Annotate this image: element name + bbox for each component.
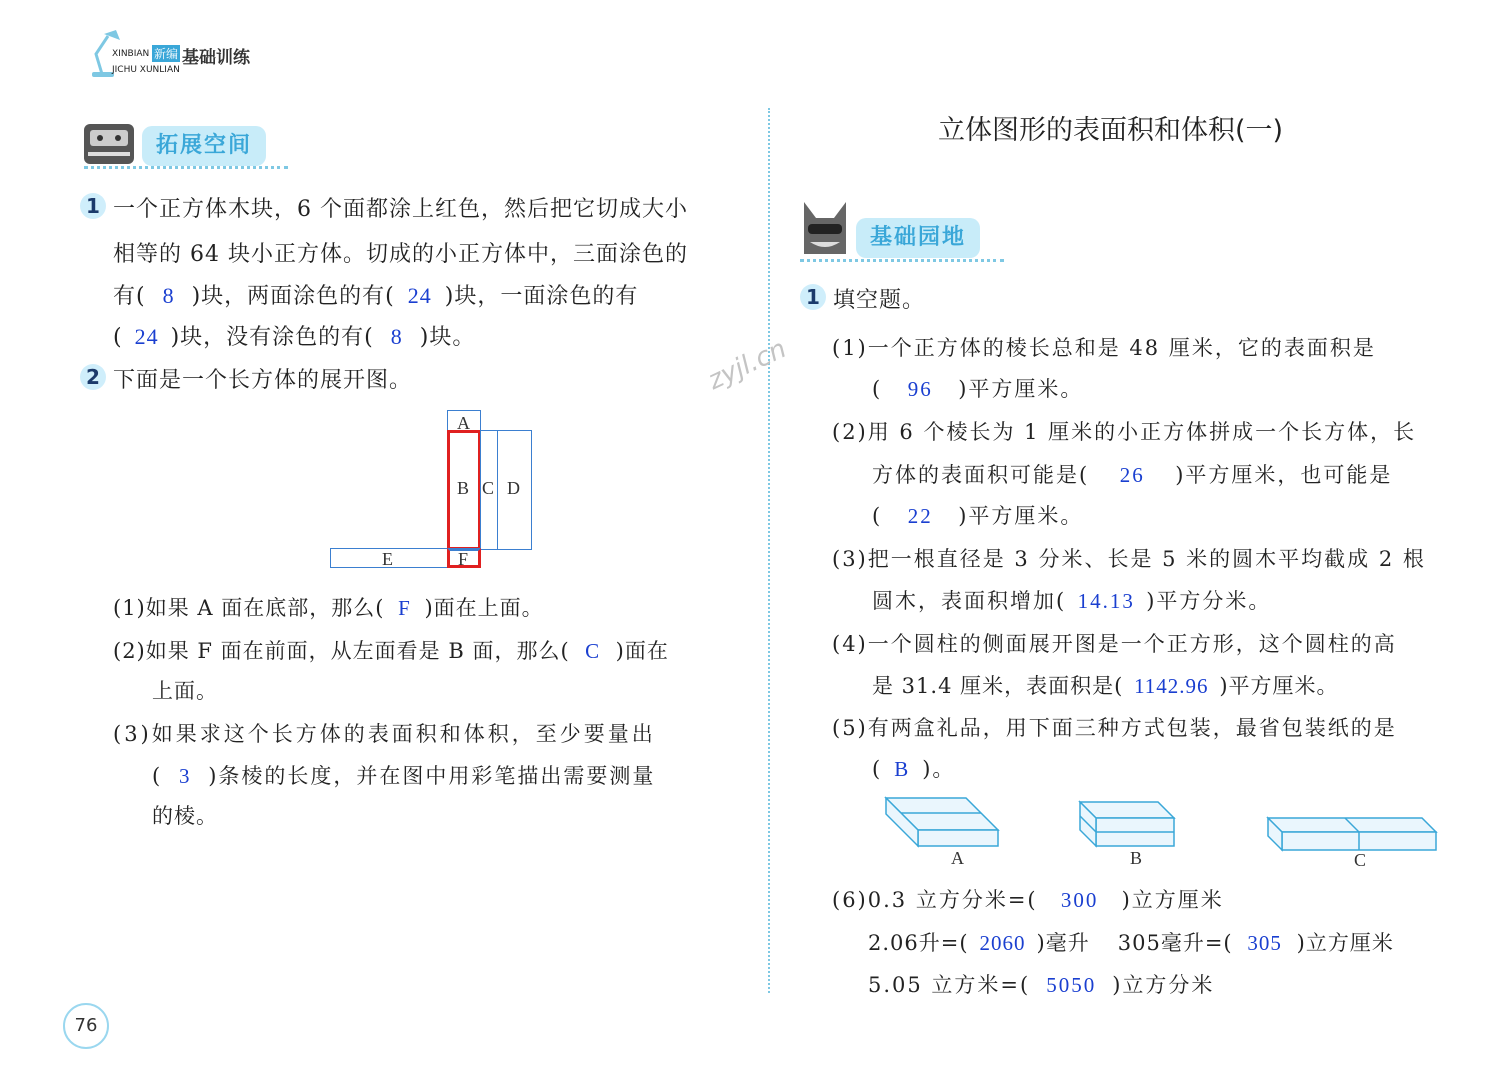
cuboid-net-diagram: [330, 410, 535, 570]
q1-line2: 相等的 64 块小正方体。切成的小正方体中，三面涂色的: [113, 242, 688, 267]
rq1-sub3-cont: 圆木，表面积增加( 14.13 )平方分米。: [872, 589, 1272, 613]
question-number: 2: [80, 364, 106, 390]
answer: 3: [178, 764, 192, 788]
answer: C: [585, 639, 601, 663]
answer: 305: [1247, 931, 1282, 955]
logo-badge: 新编: [154, 47, 179, 61]
watermark: zyjl.cn: [703, 333, 792, 397]
q2-title: 下面是一个长方体的展开图。: [113, 368, 413, 393]
answer: 14.13: [1077, 589, 1135, 613]
page-title: 立体图形的表面积和体积(一): [938, 115, 1284, 146]
rq1-sub5: (5)有两盒礼品，用下面三种方式包装，最省包装纸的是: [832, 716, 1397, 740]
section-tag-basics: 基础园地: [856, 218, 980, 258]
rq1-title: 填空题。: [833, 288, 926, 313]
logo-en-top: XINBIAN: [112, 49, 150, 59]
q1-line4: ( 24 )块，没有涂色的有( 8 )块。: [113, 324, 476, 350]
answer: 24: [134, 324, 159, 349]
section-dots: [800, 259, 1004, 262]
face-label-c: C: [482, 478, 495, 498]
rq1-sub2-cont: 方体的表面积可能是( 26 )平方厘米，也可能是: [872, 463, 1393, 487]
q2-sub1: (1)如果 A 面在底部，那么( F )面在上面。: [113, 596, 544, 620]
answer: 8: [162, 283, 175, 308]
rq1-sub3: (3)把一根直径是 3 分米、长是 5 米的圆木平均截成 2 根: [832, 547, 1426, 571]
package-option-c: [1266, 816, 1440, 856]
rq1-sub4-cont: 是 31.4 厘米，表面积是( 1142.96 )平方厘米。: [872, 674, 1339, 698]
q2-sub2: (2)如果 F 面在前面，从左面看是 B 面，那么( C )面在: [113, 639, 669, 663]
package-label-a: A: [951, 848, 964, 868]
answer: 24: [407, 283, 432, 308]
package-option-a: [884, 796, 1004, 852]
column-divider: [768, 108, 770, 993]
rq1-sub1: (1)一个正方体的棱长总和是 48 厘米，它的表面积是: [832, 336, 1376, 360]
package-label-c: C: [1354, 850, 1367, 870]
answer: F: [398, 596, 411, 620]
package-option-b: [1078, 800, 1178, 852]
rq1-sub2-end: ( 22 )平方厘米。: [872, 504, 1084, 528]
q1-line3: 有( 8 )块，两面涂色的有( 24 )块，一面涂色的有: [113, 283, 639, 309]
section-tag-extension: 拓展空间: [142, 126, 266, 166]
q2-sub3-cont: ( 3 )条棱的长度，并在图中用彩笔描出需要测量: [152, 764, 656, 788]
page-number: 76: [63, 1003, 109, 1049]
rq1-sub1-cont: ( 96 )平方厘米。: [872, 377, 1084, 401]
q2-sub3: (3)如果求这个长方体的表面积和体积，至少要量出: [113, 722, 656, 746]
raccoon-mascot-icon: [796, 198, 854, 260]
answer: B: [894, 757, 911, 781]
q2-sub3-end: 的棱。: [152, 804, 218, 828]
rq1-sub5-cont: ( B )。: [872, 757, 956, 781]
package-label-b: B: [1130, 848, 1143, 868]
section-dots: [84, 166, 288, 169]
q2-sub2-cont: 上面。: [152, 679, 218, 703]
answer: 22: [907, 504, 933, 528]
scanner-robot-icon: [78, 118, 140, 168]
logo-title: 基础训练: [182, 48, 250, 68]
answer: 96: [907, 377, 933, 401]
rq1-sub6-line2: 2.06升=( 2060 )毫升 305毫升=( 305 )立方厘米: [868, 931, 1394, 955]
rq1-sub6-line3: 5.05 立方米=( 5050 )立方分米: [868, 973, 1215, 997]
answer: 2060: [979, 931, 1026, 955]
face-label-d: D: [507, 478, 520, 498]
answer: 300: [1060, 888, 1099, 912]
brand-logo: [86, 28, 266, 80]
answer: 8: [390, 324, 403, 349]
face-label-e: E: [382, 549, 393, 569]
rq1-sub6: (6)0.3 立方分米=( 300 )立方厘米: [832, 888, 1224, 912]
q1-line1: 一个正方体木块，6 个面都涂上红色，然后把它切成大小: [113, 197, 688, 222]
logo-en-bottom: JICHU XUNLIAN: [112, 65, 180, 75]
question-number: 1: [80, 193, 106, 219]
question-number: 1: [800, 284, 826, 310]
answer: 1142.96: [1134, 674, 1209, 698]
rq1-sub4: (4)一个圆柱的侧面展开图是一个正方形，这个圆柱的高: [832, 632, 1397, 656]
answer: 26: [1119, 463, 1145, 487]
answer: 5050: [1046, 973, 1097, 997]
face-label-f: F: [458, 549, 469, 569]
face-label-b: B: [457, 478, 470, 498]
rq1-sub2: (2)用 6 个棱长为 1 厘米的小正方体拼成一个长方体，长: [832, 420, 1417, 444]
face-label-a: A: [457, 413, 470, 433]
